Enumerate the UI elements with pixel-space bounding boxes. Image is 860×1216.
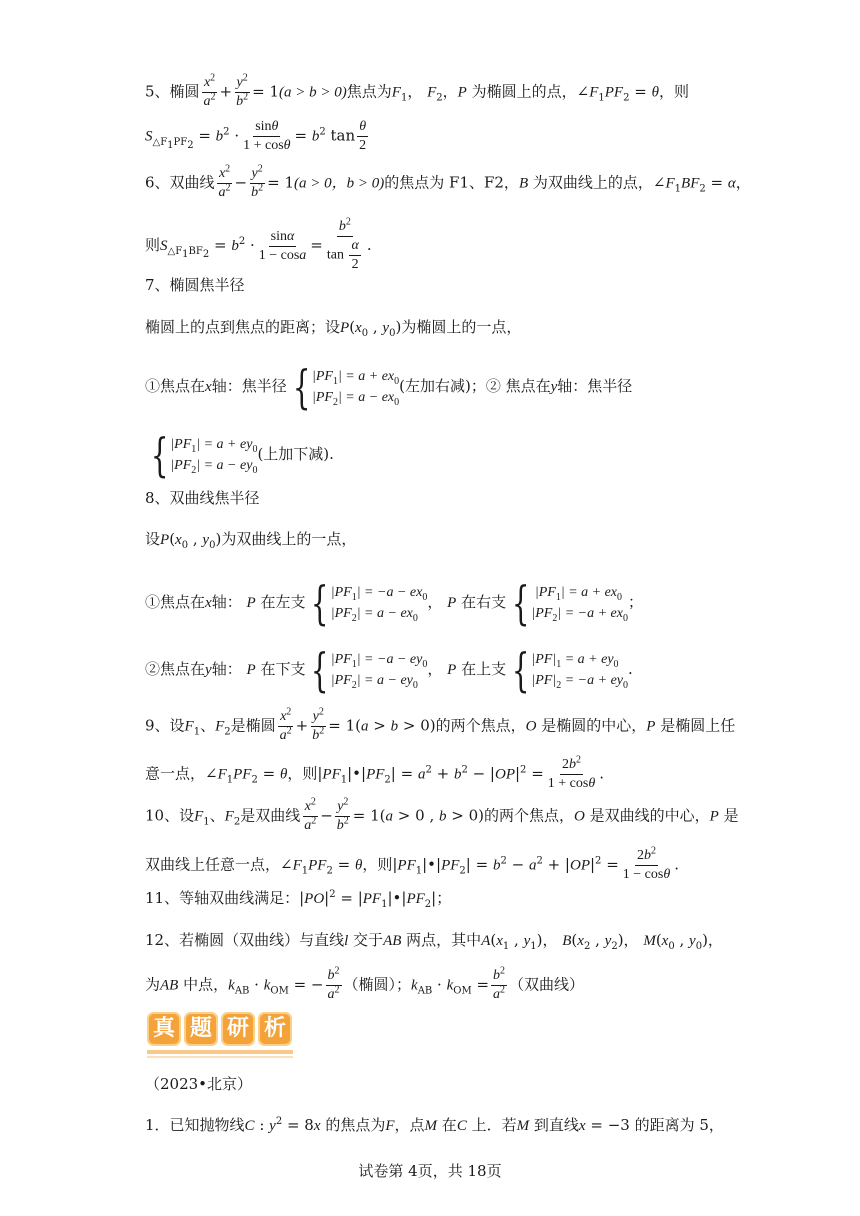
item-8-line-3: ②焦点在y轴： P 在下支 { $|PF_1| = -a - ey_0$ $|PF_2| = a - ey_0$ ， P 在上支 { $|PF|_1 = a + ey_0$ $|PF|_2 = -a + ey_0$ . (145, 643, 633, 697)
page-footer: 试卷第 4页，共 18页 (358, 1162, 502, 1180)
item-5-formula: $S_{\triangle F_1PF_2} = b^2$ · $\frac{\sin\theta}{1 + \cos\theta}$ = $b^2$ tan $\frac{\theta}{2}$ (145, 119, 367, 153)
banner-underline-2 (147, 1056, 293, 1058)
item-7-line-1: 椭圆上的点到焦点的距离；设$P(x_0$ , $y_0$)为椭圆上的一点， (145, 318, 522, 339)
item-10-line-1: 10、设$F_1$、$F_2$是双曲线 $\frac{x^2}{a^2}$ − $\frac{y^2}{b^2}$ = 1(a > 0 , b > 0)的两个焦点，O 是双曲线的中心，P 是 (145, 796, 739, 833)
item-7-line-2: ①焦点在x轴：焦半径 { $|PF_1| = a + ex_0$ $|PF_2| = a - ex_0$ (左加右减)；② 焦点在y轴：焦半径 (145, 360, 633, 414)
item-12-line-2: 为AB 中点，$k_{AB} \cdot k_{OM}$ = − $\frac{b^2}{a^2}$ （椭圆）；$k_{AB} \cdot k_{OM}$ = $\frac{b^2}{a^2}$ （双曲线） (145, 965, 585, 1002)
item-11: 11、等轴双曲线满足：$|PO|^2$ = $|PF_1|•|PF_2|$； (145, 889, 452, 910)
banner-char-3: 研 (221, 1012, 255, 1046)
item-10-line-2: 双曲线上任意一点，$\angle F_1PF_2 = \theta$，则$|PF_1|•|PF_2| = b^2 - a^2 + |OP|^2$ = $\frac{2b^2}{1 - \cos\theta}$ . (145, 845, 679, 882)
item-6-formula: 则$S_{\triangle F_1BF_2} = b^2$ · $\frac{\sin\alpha}{1 - \cos a}$ = $b^2$ tan $\frac{\alpha}{2}$ . (145, 216, 372, 272)
item-8-title: 8、双曲线焦半径 (145, 489, 260, 507)
banner-char-4: 析 (258, 1012, 292, 1046)
item-7-line-3: { $|PF_1| = a + ey_0$ $|PF_2| = a - ey_0$ (上加下减). (150, 428, 334, 482)
item-7-title: 7、椭圆焦半径 (145, 276, 245, 294)
item-5-line-1: 5、椭圆 $\frac{x^2}{a^2}$ + $\frac{y^2}{b^2}$ = 1(a > b > 0)焦点为$F_1$， $F_2$，P 为椭圆上的点，$\angle F_1PF_2 = \theta$，则 (145, 72, 689, 109)
question-source: （2023•北京） (145, 1075, 253, 1093)
item-12-line-1: 12、若椭圆（双曲线）与直线l 交于AB 两点，其中$A(x_1$ , $y_1$)， $B(x_2$ , $y_2$)， $M(x_0$ , $y_0$)， (145, 931, 723, 952)
banner-char-2: 题 (184, 1012, 218, 1046)
item-9-line-1: 9、设$F_1$、$F_2$是椭圆 $\frac{x^2}{a^2}$ + $\frac{y^2}{b^2}$ = 1(a > b > 0)的两个焦点，O 是椭圆的中心，P 是椭圆上任 (145, 706, 736, 743)
banner-underline (147, 1050, 293, 1054)
item-8-line-1: 设$P(x_0$ , $y_0$)为双曲线上的一点， (145, 530, 357, 551)
section-banner (147, 1012, 297, 1058)
question-1: 1．已知抛物线C : $y^2 = 8x$ 的焦点为F，点M 在C 上．若M 到直线x = −3 的距离为 5， (145, 1116, 724, 1134)
item-9-line-2: 意一点，$\angle F_1PF_2 = \theta$，则$|PF_1|•|PF_2| = a^2 + b^2 - |OP|^2$ = $\frac{2b^2}{1 + \cos\theta}$ . (145, 754, 604, 791)
item-8-line-2: ①焦点在x轴： P 在左支 { $|PF_1| = -a - ex_0$ $|PF_2| = a - ex_0$ ， P 在右支 { $|PF_1| = a + ex_0$ $|PF_2| = -a + ex_0$ ； (145, 576, 643, 630)
banner-char-1: 真 (147, 1012, 181, 1046)
item-6-line-1: 6、双曲线 $\frac{x^2}{a^2}$ − $\frac{y^2}{b^2}$ = 1(a > 0，b > 0)的焦点为 F1、F2，B 为双曲线上的点，$\angle F_1BF_2 = \alpha$， (145, 163, 751, 200)
